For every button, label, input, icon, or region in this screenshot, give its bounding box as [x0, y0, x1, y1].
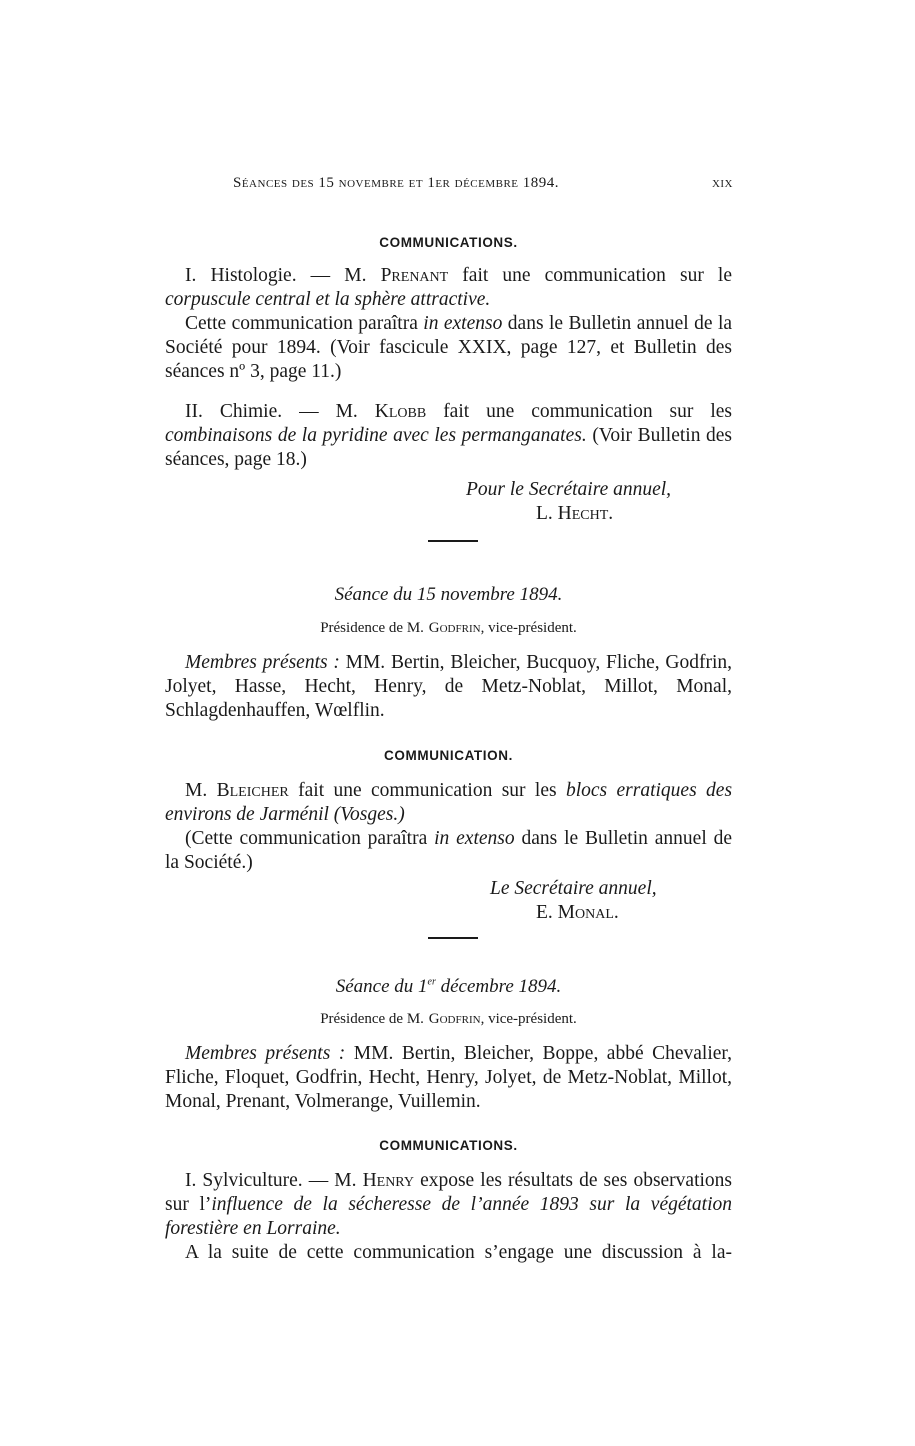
- signature2-name: [536, 901, 619, 925]
- author-klobb: Klobb: [374, 401, 427, 422]
- running-header: [233, 175, 733, 192]
- author-henry: Henry: [362, 1170, 414, 1191]
- seance-1dec-title-post: décembre 1894.: [435, 976, 562, 997]
- section-divider: [428, 540, 478, 542]
- communications-heading: COMMUNICATIONS.: [379, 235, 518, 250]
- bleicher-title: blocs erratiques des environs de Jarménil: [165, 780, 733, 825]
- bleicher-pre: M.: [185, 780, 208, 801]
- histologie-paragraph: [165, 264, 732, 384]
- note-extenso: in extenso: [423, 313, 503, 334]
- signature-name: [536, 502, 613, 526]
- author-bleicher: Bleicher: [216, 780, 289, 801]
- note-pre: Cette communication paraîtra: [185, 313, 418, 334]
- seance-1dec-title-sup: er: [427, 976, 436, 988]
- chimie-title: combinaisons de la pyridine avec les permanganates.: [165, 425, 587, 446]
- chimie-label: II. Chimie. — M.: [185, 401, 358, 422]
- signature-role-text: Pour le Secrétaire annuel,: [466, 479, 672, 500]
- bleicher-vosges: (Vosges.): [333, 804, 405, 825]
- seance-15-presidence: [165, 615, 732, 640]
- signature2-initial: E.: [536, 902, 553, 923]
- members2-list: MM. Bertin, Bleicher, Boppe, abbé Chevalier, Fliche, Floquet, Godfrin, Hecht, Henry, Jolyet, de Metz-Noblat, Millot, Monal, Prenant, Volmerange, Vuillemin.: [165, 1043, 732, 1112]
- chimie-post: (Voir Bulletin des séances, page 18.): [165, 425, 733, 470]
- signature2-role-text: Le Secrétaire annuel,: [490, 878, 657, 899]
- presidence-post: , vice-président.: [480, 620, 577, 636]
- presidence2-pre: Présidence de M.: [320, 1011, 424, 1027]
- seance-15-title: [165, 583, 732, 607]
- sylviculture-label: I. Sylviculture. — M.: [185, 1170, 357, 1191]
- bleicher-note-post: dans le Bulletin annuel de la Société.): [165, 828, 733, 873]
- signature-initial: L.: [536, 503, 553, 524]
- sylviculture-title: influence de la sécheresse de l’année 1893 sur la végétation forestière en Lorraine.: [165, 1194, 733, 1239]
- seance-1dec-presidence: [165, 1006, 732, 1031]
- page-number: xix: [711, 175, 733, 191]
- author-prenant: Prenant: [380, 265, 449, 286]
- bleicher-paragraph: [165, 779, 732, 875]
- header-title: Séances des 15 novembre et 1er décembre 1894.: [233, 175, 560, 191]
- seance-1dec-heading: [165, 1134, 732, 1158]
- histologie-label: I. Histologie. — M.: [185, 265, 367, 286]
- bleicher-text: fait une communication sur les: [298, 780, 557, 801]
- members2-label: Membres présents :: [185, 1043, 346, 1064]
- presidence2-post: , vice-président.: [480, 1011, 577, 1027]
- sylviculture-paragraph: [165, 1169, 732, 1265]
- histologie-title: corpuscule central et la sphère attractive.: [165, 289, 491, 310]
- signature2-role: [490, 877, 657, 901]
- seance-1dec-members: [165, 1042, 732, 1114]
- signature-role: [466, 478, 671, 502]
- signature-hecht: Hecht.: [557, 503, 614, 524]
- communication-heading: COMMUNICATION.: [384, 748, 513, 763]
- last-line: A la suite de cette communication s’engage une discussion à la-: [185, 1242, 732, 1263]
- communications-section: [165, 231, 732, 255]
- communications2-heading: COMMUNICATIONS.: [379, 1138, 518, 1153]
- signature-monal: Monal.: [557, 902, 619, 923]
- sylviculture-text: expose les résultats de ses observations sur l’: [165, 1170, 733, 1215]
- seance-1dec-title: [165, 975, 732, 999]
- members-label: Membres présents :: [185, 652, 340, 673]
- seance-15-members: [165, 651, 732, 723]
- seance-1dec-title-pre: Séance du 1: [335, 976, 428, 997]
- seance-15-title-text: Séance du 15 novembre 1894.: [334, 584, 563, 605]
- seance-15-heading: [165, 744, 732, 768]
- presidence2-name: Godfrin: [428, 1011, 481, 1027]
- chimie-text: fait une communication sur les: [443, 401, 733, 422]
- presidence-name: Godfrin: [428, 620, 481, 636]
- section-divider-2: [428, 937, 478, 939]
- histologie-text: fait une communication sur le: [462, 265, 732, 286]
- members-list: MM. Bertin, Bleicher, Bucquoy, Fliche, Godfrin, Jolyet, Hasse, Hecht, Henry, de Metz-Noblat, Millot, Monal, Schlagdenhauffen, Wœlflin.: [165, 652, 733, 721]
- presidence-pre: Présidence de M.: [320, 620, 424, 636]
- bleicher-note-pre: (Cette communication paraîtra: [185, 828, 428, 849]
- chimie-paragraph: [165, 400, 732, 472]
- bleicher-note-extenso: in extenso: [434, 828, 515, 849]
- note-post: dans le Bulletin annuel de la Société pour 1894. (Voir fascicule XXIX, page 127, et Bulletin des séances nº 3, page 11.): [165, 313, 733, 382]
